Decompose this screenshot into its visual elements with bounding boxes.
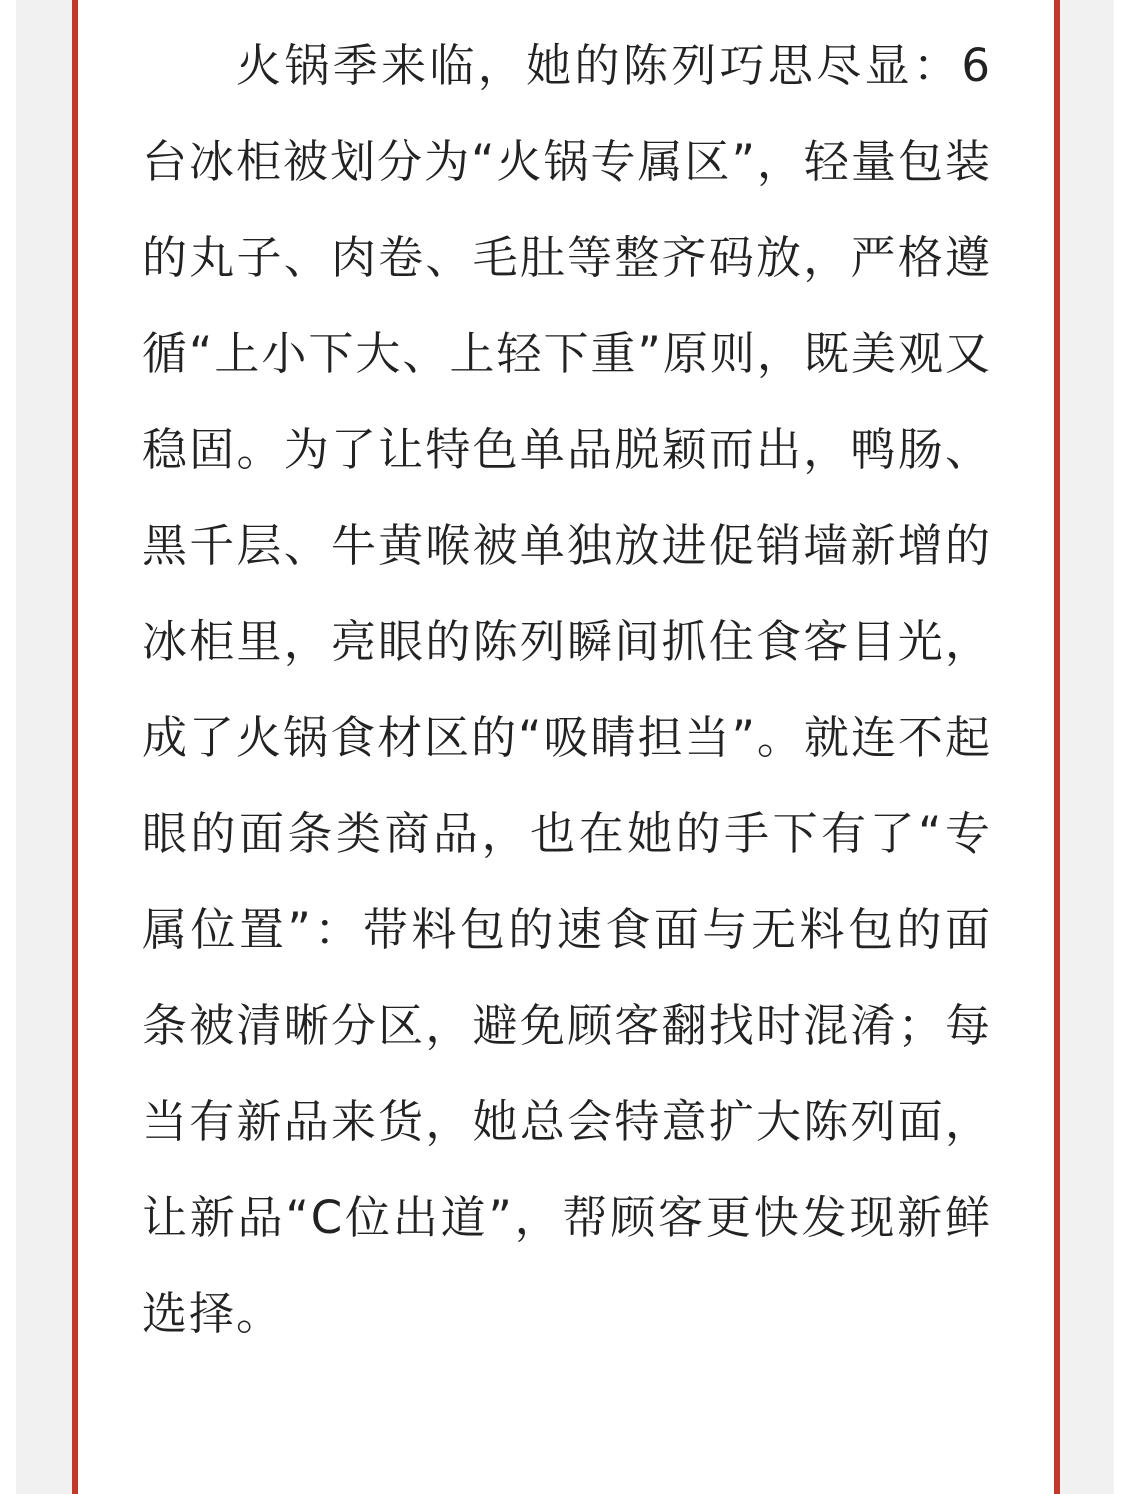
- side-panel-left: [16, 0, 72, 1494]
- article-paragraph: 火锅季来临，她的陈列巧思尽显：6台冰柜被划分为“火锅专属区”，轻量包装的丸子、肉卷、毛肚等整齐码放，严格遵循“上小下大、上轻下重”原则，既美观又稳固。为了让特色单品脱颖而出，鸭肠、黑千层、牛黄喉被单独放进促销墙新增的冰柜里，亮眼的陈列瞬间抓住食客目光，成了火锅食材区的“吸睛担当”。就连不起眼的面条类商品，也在她的手下有了“专属位置”：带料包的速食面与无料包的面条被清晰分区，避免顾客翻找时混淆；每当有新品来货，她总会特意扩大陈列面，让新品“C位出道”，帮顾客更快发现新鲜选择。: [142, 39, 992, 1340]
- side-panel-right: [1060, 0, 1114, 1494]
- page-margin-right: [1114, 0, 1130, 1494]
- card-border-left: [72, 0, 78, 1494]
- page-margin-left: [0, 0, 16, 1494]
- card-border-right: [1054, 0, 1060, 1494]
